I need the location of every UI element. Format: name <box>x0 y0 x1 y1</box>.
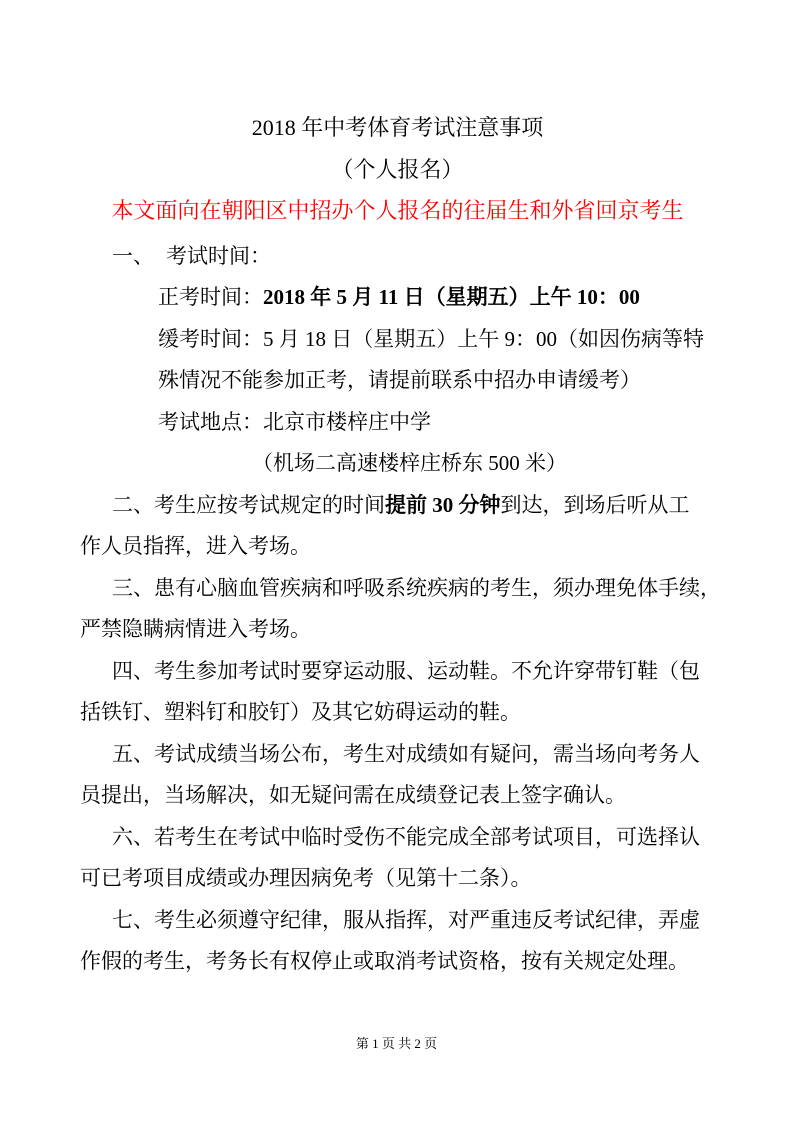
makeup-time-line-2: 殊情况不能参加正考，请提前联系中招办申请缓考） <box>158 368 641 392</box>
exam-time-label: 正考时间： <box>158 285 263 309</box>
section-6-line-1: 六、若考生在考试中临时受伤不能完成全部考试项目，可选择认 <box>112 824 700 849</box>
section-2-text-post: 到达，到场后听从工 <box>500 492 690 517</box>
makeup-time-line-1: 缓考时间：5 月 18 日（星期五）上午 9：00（如因伤病等特 <box>158 326 704 351</box>
section-1-heading-text: 考试时间： <box>166 243 271 268</box>
section-3-line-1: 三、患有心脑血管疾病和呼吸系统疾病的考生，须办理免体手续， <box>112 575 721 600</box>
exam-location-line: 考试地点：北京市楼梓庄中学 <box>158 409 431 434</box>
section-4-line-1: 四、考生参加考试时要穿运动服、运动鞋。不允许穿带钉鞋（包 <box>112 658 700 683</box>
section-7-line-2: 作假的考生，考务长有权停止或取消考试资格，按有关规定处理。 <box>80 949 689 973</box>
exam-time-line <box>80 277 715 319</box>
doc-subtitle: （个人报名） <box>331 156 464 182</box>
section-3-line-2: 严禁隐瞒病情进入考场。 <box>80 617 311 641</box>
section-2-text-pre: 二、考生应按考试规定的时间 <box>112 492 385 517</box>
exam-time-value: 2018 年 5 月 11 日（星期五）上午 10：00 <box>263 285 640 309</box>
page-number-footer: 第 1 页 共 2 页 <box>355 1036 438 1051</box>
red-notice: 本文面向在朝阳区中招办个人报名的往届生和外省回京考生 <box>111 198 684 223</box>
section-2-line-2: 作人员指挥，进入考场。 <box>80 534 311 558</box>
section-7-line-1: 七、考生必须遵守纪律，服从指挥，对严重违反考试纪律，弄虚 <box>112 907 700 932</box>
doc-title: 2018 年中考体育考试注意事项 <box>251 115 544 140</box>
section-1-number: 一、 <box>112 243 154 268</box>
section-2-bold-text: 提前 30 分钟 <box>385 492 501 517</box>
section-5-line-1: 五、考试成绩当场公布，考生对成绩如有疑问，需当场向考务人 <box>112 741 700 766</box>
exam-location-note: （机场二高速楼梓庄桥东 500 米） <box>252 451 567 475</box>
section-2-line-1 <box>80 485 715 527</box>
section-1-heading <box>80 236 715 278</box>
section-5-line-2: 员提出，当场解决，如无疑问需在成绩登记表上签字确认。 <box>80 783 626 807</box>
section-6-line-2: 可已考项目成绩或办理因病免考（见第十二条）。 <box>80 866 532 890</box>
section-4-line-2: 括铁钉、塑料钉和胶钉）及其它妨碍运动的鞋。 <box>80 700 521 724</box>
